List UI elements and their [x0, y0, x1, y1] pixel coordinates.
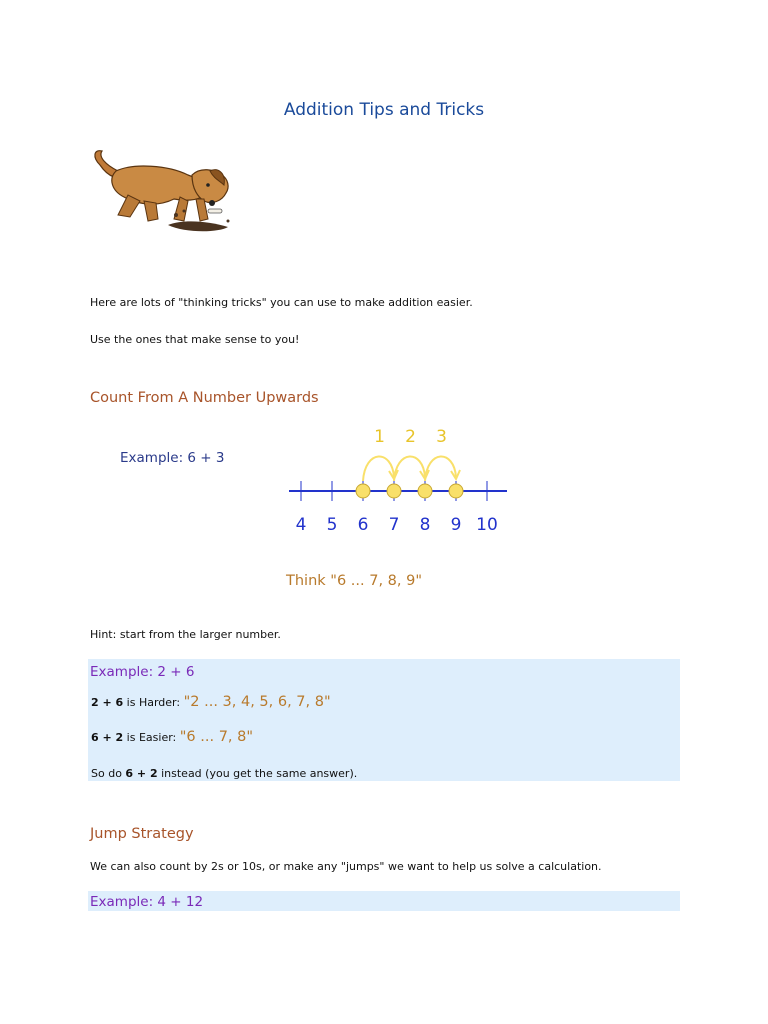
so-do-line — [91, 767, 357, 780]
harder-label: is Harder: — [123, 696, 184, 709]
tick-label-6: 6 — [357, 515, 369, 535]
think-hint: Think "6 ... 7, 8, 9" — [286, 573, 422, 589]
harder-line — [91, 694, 331, 710]
dot-9 — [449, 484, 463, 498]
tick-label-10: 10 — [476, 515, 498, 535]
easier-label: is Easier: — [123, 731, 180, 744]
jump-label-2: 2 — [405, 427, 416, 447]
example-box-4-plus-12 — [88, 891, 680, 911]
so-do-expression: 6 + 2 — [125, 767, 158, 780]
intro-line-1: Here are lots of "thinking tricks" you can use to make addition easier. — [90, 296, 473, 309]
jump-arc-3 — [425, 456, 456, 481]
dog-icon — [95, 151, 230, 232]
number-line-diagram — [285, 418, 510, 538]
example-4-plus-12: Example: 4 + 12 — [90, 894, 204, 910]
tick-label-5: 5 — [326, 515, 338, 535]
example-box-2-plus-6 — [88, 659, 680, 781]
tick-label-4: 4 — [295, 515, 307, 535]
jump-arc-2 — [394, 456, 425, 481]
example-2-plus-6: Example: 2 + 6 — [90, 664, 195, 680]
harder-expression: 2 + 6 — [91, 696, 124, 709]
easier-quote: "6 ... 7, 8" — [179, 729, 254, 745]
example-6-plus-3: Example: 6 + 3 — [120, 450, 225, 466]
jump-label-1: 1 — [374, 427, 385, 447]
harder-quote: "2 ... 3, 4, 5, 6, 7, 8" — [183, 694, 331, 710]
section-heading-jump-strategy: Jump Strategy — [90, 826, 194, 842]
so-do-prefix: So do — [91, 767, 126, 780]
page-title: Addition Tips and Tricks — [283, 100, 485, 120]
tick-label-7: 7 — [388, 515, 400, 535]
hint-text: Hint: start from the larger number. — [90, 628, 281, 641]
dot-8 — [418, 484, 432, 498]
jump-arc-1 — [363, 456, 394, 481]
dot-6 — [356, 484, 370, 498]
so-do-suffix: instead (you get the same answer). — [157, 767, 358, 780]
tick-label-8: 8 — [419, 515, 431, 535]
dog-digging-illustration — [88, 145, 238, 240]
easier-line — [91, 729, 253, 745]
jump-label-3: 3 — [436, 427, 447, 447]
intro-line-2: Use the ones that make sense to you! — [90, 333, 300, 346]
dot-7 — [387, 484, 401, 498]
section-heading-count-upwards: Count From A Number Upwards — [90, 390, 319, 406]
tick-label-9: 9 — [450, 515, 462, 535]
jump-strategy-text: We can also count by 2s or 10s, or make any "jumps" we want to help us solve a calculation. — [90, 860, 602, 873]
easier-expression: 6 + 2 — [91, 731, 124, 744]
